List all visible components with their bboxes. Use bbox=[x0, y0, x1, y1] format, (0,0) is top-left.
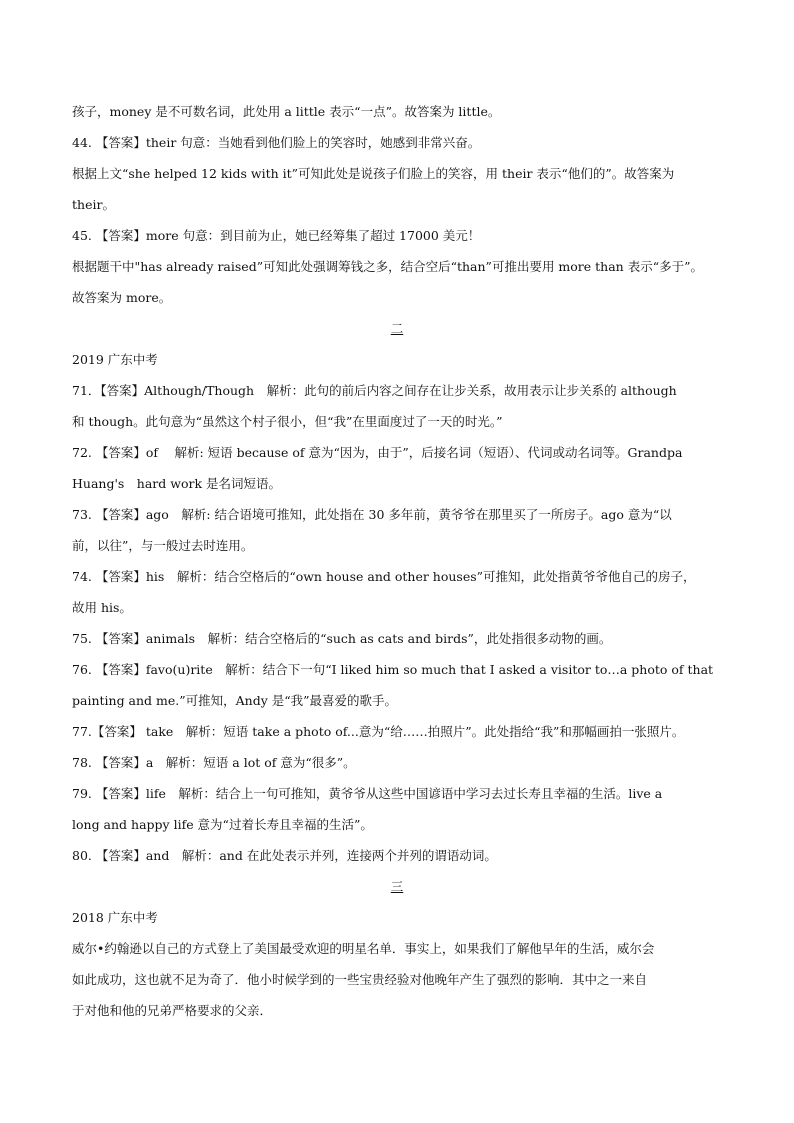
text-line: Huang's hard work 是名词短语。 bbox=[72, 476, 282, 491]
answer-44: 44. 【答案】their 句意：当她看到他们脸上的笑容时，她感到非常兴奋。 bbox=[72, 135, 481, 150]
text-line: 根据上文“she helped 12 kids with it”可知此处是说孩子们脸上的笑容，用 their 表示“他们的”。故答案为 bbox=[72, 166, 675, 181]
text-line: long and happy life 意为“过着长寿且幸福的生活”。 bbox=[72, 817, 373, 832]
source-label: 2018 广东中考 bbox=[72, 910, 158, 925]
document-page bbox=[72, 96, 722, 1026]
answer-71: 71．【答案】Although/Though 解析：此句的前后内容之间存在让步关系，故用表示让步关系的 although bbox=[72, 383, 677, 398]
text-line: their。 bbox=[72, 197, 115, 212]
answer-77: 77.【答案】 take 解析：短语 take a photo of...意为“给……拍照片”。此处指给“我”和那幅画拍一张照片。 bbox=[72, 724, 685, 739]
answer-79: 79. 【答案】life 解析：结合上一句可推知，黄爷爷从这些中国谚语中学习去过长寿且幸福的生活。live a bbox=[72, 786, 663, 801]
section-heading-2: 二 bbox=[390, 321, 404, 336]
passage-line: 如此成功，这也就不足为奇了．他小时候学到的一些宝贵经验对他晚年产生了强烈的影响．其中之一来自 bbox=[72, 972, 648, 987]
source-label: 2019 广东中考 bbox=[72, 352, 158, 367]
answer-74: 74. 【答案】his 解析：结合空格后的“own house and other houses”可推知，此处指黄爷爷他自己的房子， bbox=[72, 569, 696, 584]
text-line: 前，以往”，与一般过去时连用。 bbox=[72, 538, 254, 553]
text-line: 和 though。此句意为“虽然这个村子很小，但“我”在里面度过了一天的时光。” bbox=[72, 414, 503, 429]
passage-line: 威尔•约翰逊以自己的方式登上了美国最受欢迎的明星名单．事实上，如果我们了解他早年的生活，威尔会 bbox=[72, 941, 655, 956]
answer-76: 76. 【答案】favo(u)rite 解析：结合下一句“I liked him so much that I asked a visitor to…a photo of that bbox=[72, 662, 714, 677]
answer-75: 75. 【答案】animals 解析：结合空格后的“such as cats and birds”，此处指很多动物的画。 bbox=[72, 631, 612, 646]
text-line: 故答案为 more。 bbox=[72, 290, 172, 305]
answer-73: 73. 【答案】ago 解析: 结合语境可推知，此处指在 30 多年前，黄爷爷在那里买了一所房子。ago 意为“以 bbox=[72, 507, 672, 522]
text-line: 故用 his。 bbox=[72, 600, 132, 615]
answer-80: 80. 【答案】and 解析：and 在此处表示并列，连接两个并列的谓语动词。 bbox=[72, 848, 497, 863]
text-line: 根据题干中"has already raised”可知此处强调筹钱之多，结合空后“than”可推出要用 more than 表示“多于”。 bbox=[72, 259, 703, 274]
section-heading-3: 三 bbox=[390, 879, 404, 894]
answer-72: 72. 【答案】of 解析: 短语 because of 意为“因为，由于”，后接名词（短语）、代词或动名词等。Grandpa bbox=[72, 445, 683, 460]
passage-line: 于对他和他的兄弟严格要求的父亲． bbox=[72, 1003, 273, 1018]
answer-45: 45. 【答案】more 句意：到目前为止，她已经筹集了超过 17000 美元！ bbox=[72, 228, 481, 243]
text-line: painting and me.”可推知，Andy 是“我”最喜爱的歌手。 bbox=[72, 693, 398, 708]
text-line: 孩子，money 是不可数名词，此处用 a little 表示“一点”。故答案为 little。 bbox=[72, 104, 501, 119]
answer-78: 78. 【答案】a 解析：短语 a lot of 意为“很多”。 bbox=[72, 755, 356, 770]
